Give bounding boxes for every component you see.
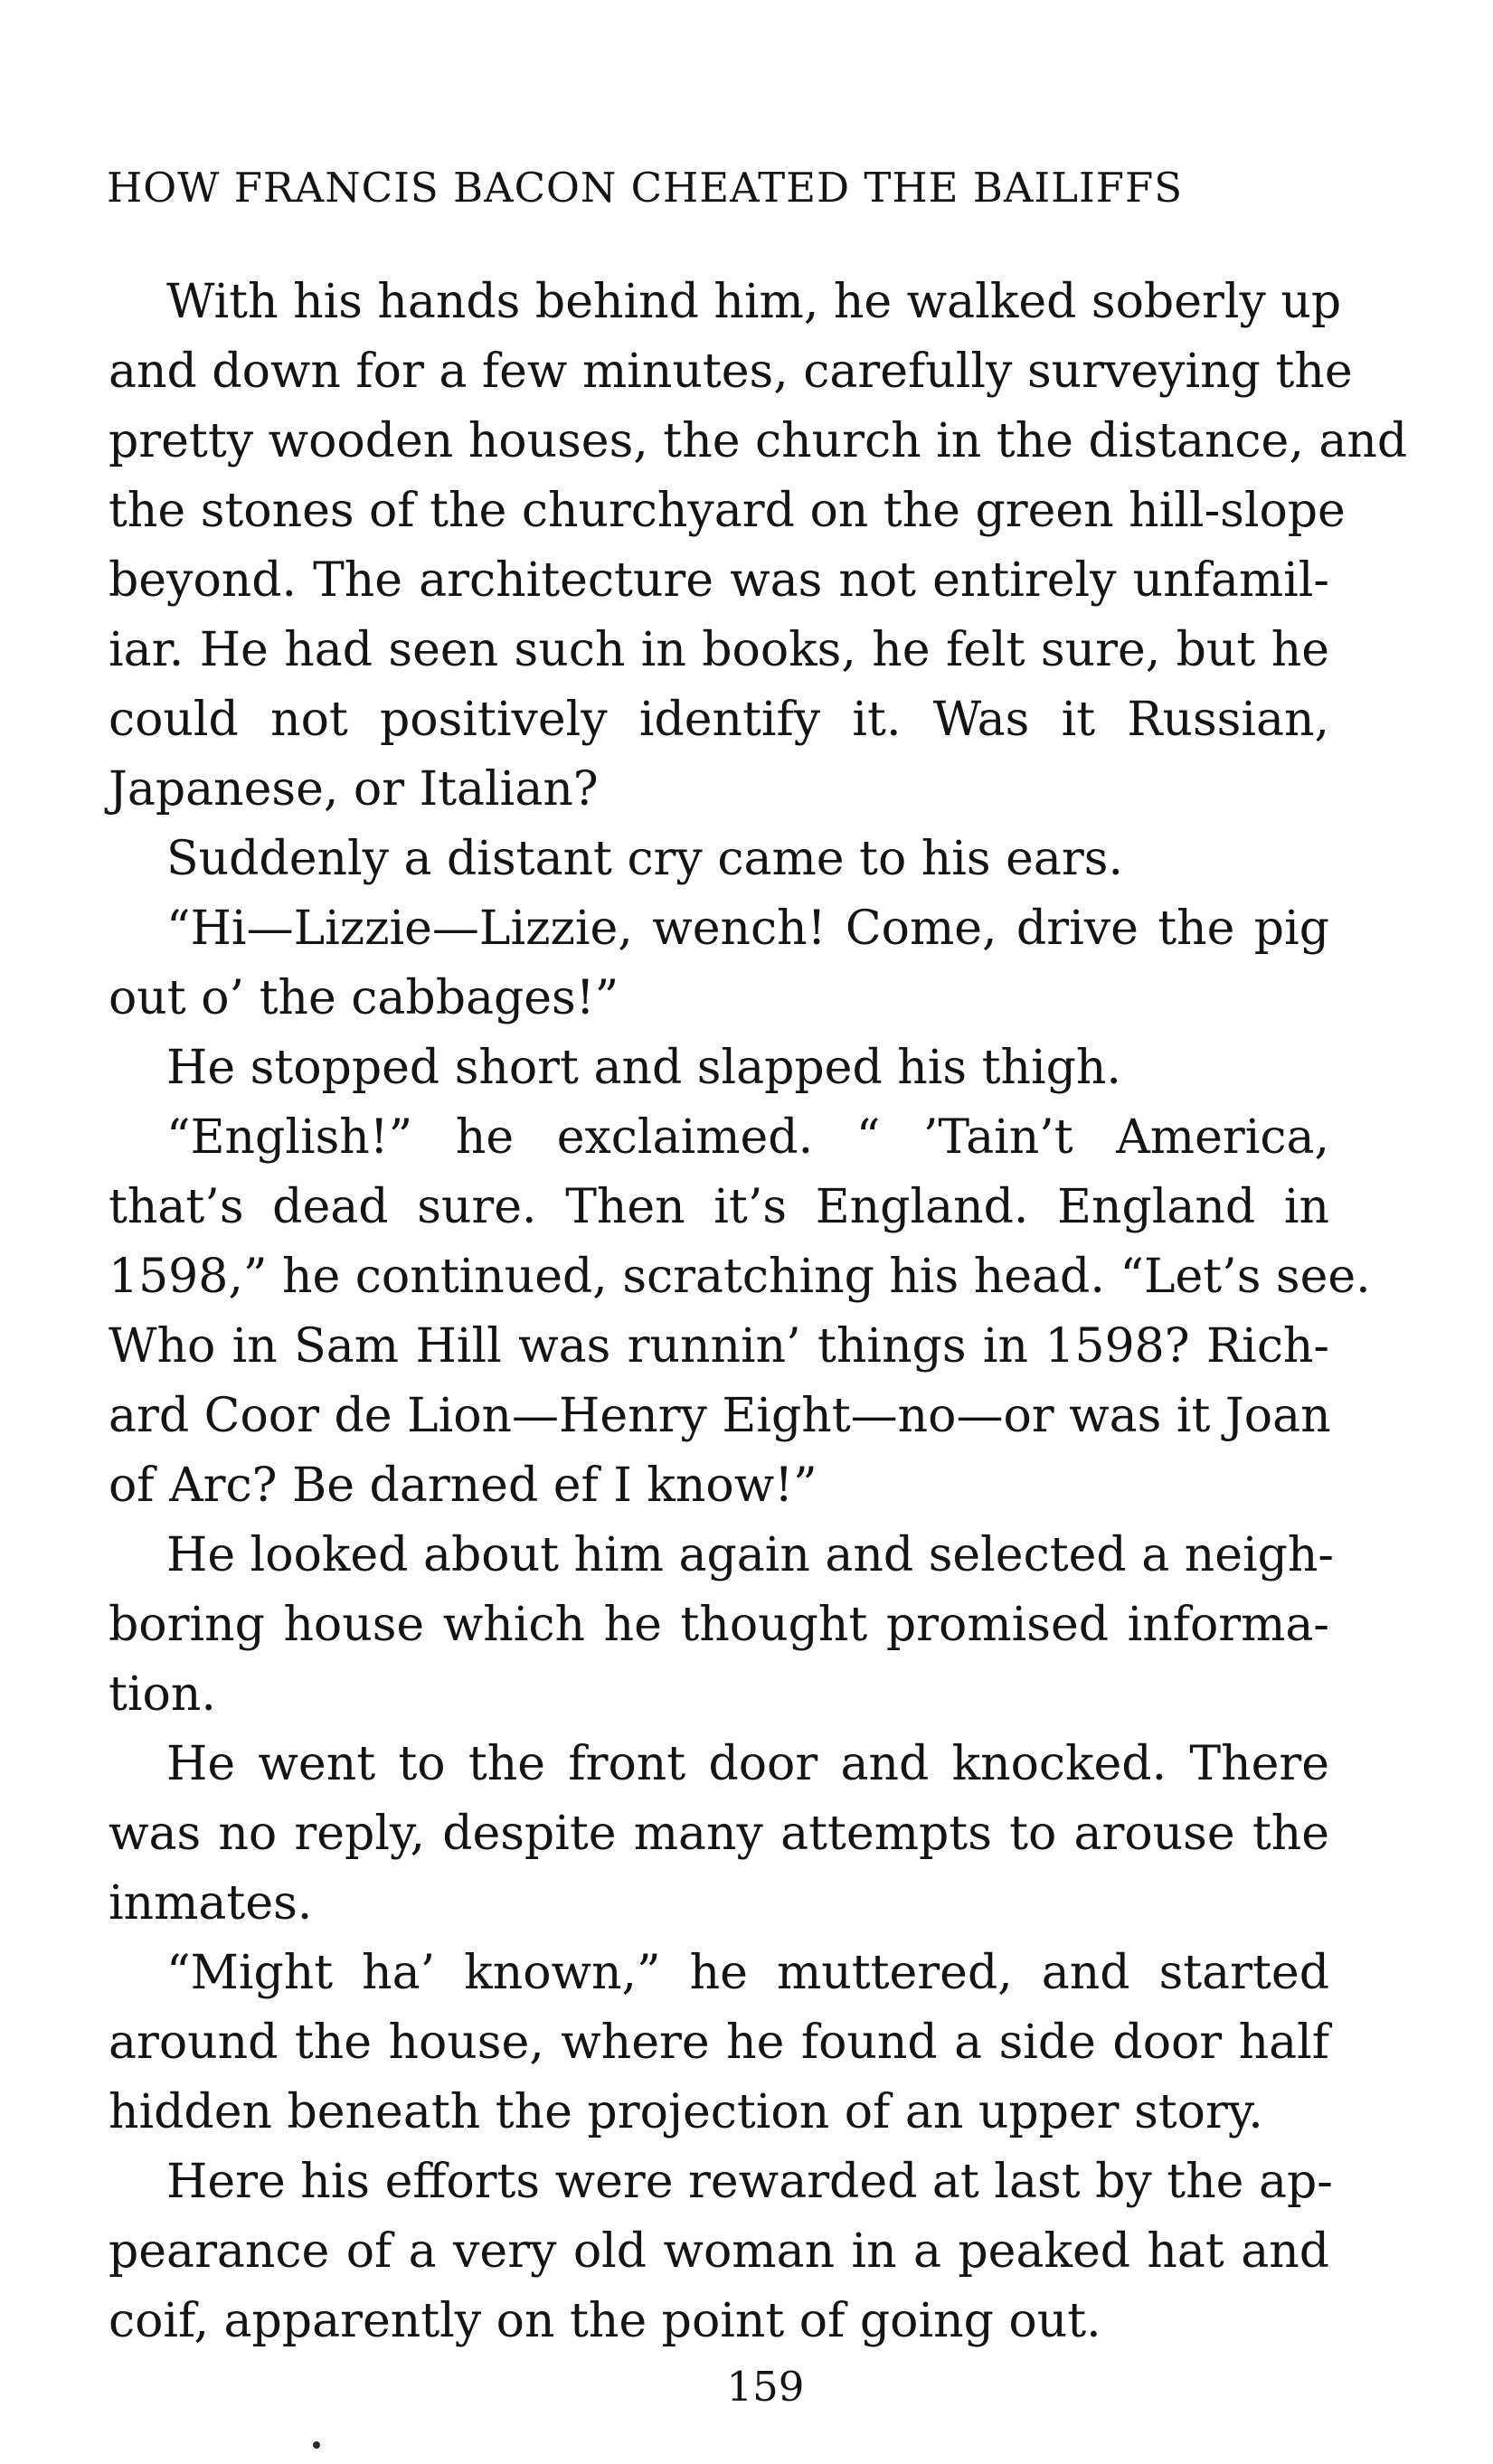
text-line: He stopped short and slapped his thigh.: [166, 1041, 1121, 1095]
text-line: and down for a few minutes, carefully surveying the: [109, 345, 1353, 399]
text-line: the stones of the churchyard on the green hill-slope: [109, 484, 1346, 538]
text-line: 1598,” he continued, scratching his head. “Let’s see.: [109, 1250, 1371, 1304]
text-line: tion.: [109, 1667, 216, 1722]
text-line: beyond. The architecture was not entirely unfamil-: [109, 553, 1329, 608]
text-line: out o’ the cabbages!”: [109, 971, 619, 1025]
text-line: boring house which he thought promised informa-: [109, 1598, 1329, 1652]
text-line: pretty wooden houses, the church in the distance, and: [109, 414, 1408, 468]
text-line: iar. He had seen such in books, he felt sure, but he: [109, 623, 1329, 677]
text-line: that’s dead sure. Then it’s England. England in: [109, 1180, 1329, 1234]
text-line: was no reply, despite many attempts to arouse the: [109, 1807, 1329, 1861]
text-line: He went to the front door and knocked. There: [166, 1737, 1329, 1791]
running-head: HOW FRANCIS BACON CHEATED THE BAILIFFS: [107, 164, 1184, 212]
paragraph: [109, 825, 1329, 894]
text-line: Suddenly a distant cry came to his ears.: [166, 832, 1123, 886]
text-line: Who in Sam Hill was runnin’ things in 1598? Rich-: [109, 1319, 1329, 1374]
text-line: ard Coor de Lion—Henry Eight—no—or was it Joan: [109, 1389, 1331, 1443]
text-line: “English!” he exclaimed. “ ’Tain’t America,: [166, 1110, 1329, 1165]
text-line: “Hi—Lizzie—Lizzie, wench! Come, drive the pig: [166, 902, 1329, 956]
page-number: 159: [726, 2363, 805, 2411]
text-line: Japanese, or Italian?: [109, 762, 599, 817]
paragraph: [109, 1521, 1334, 1730]
text-line: With his hands behind him, he walked soberly up: [166, 275, 1342, 329]
print-speck: [313, 2441, 320, 2449]
paragraph: [109, 894, 1329, 1034]
paragraph: [109, 1939, 1329, 2148]
text-line: “Might ha’ known,” he muttered, and started: [166, 1946, 1329, 2000]
paragraph: [109, 1730, 1329, 1939]
text-line: coif, apparently on the point of going out.: [109, 2294, 1101, 2348]
text-line: around the house, where he found a side door half: [109, 2016, 1329, 2070]
text-line: He looked about him again and selected a neigh-: [166, 1528, 1334, 1582]
text-line: could not positively identify it. Was it Russian,: [109, 693, 1329, 747]
paragraph: [109, 1034, 1329, 1103]
text-line: Here his efforts were rewarded at last by the ap-: [166, 2155, 1333, 2209]
text-line: of Arc? Be darned ef I know!”: [109, 1459, 817, 1513]
paragraph: [109, 1103, 1371, 1521]
body-text: [109, 268, 1408, 2356]
text-line: pearance of a very old woman in a peaked hat and: [109, 2224, 1329, 2279]
paragraph: [109, 2148, 1333, 2356]
text-line: hidden beneath the projection of an upper story.: [109, 2085, 1263, 2139]
text-line: inmates.: [109, 1876, 313, 1931]
paragraph: [109, 268, 1408, 825]
